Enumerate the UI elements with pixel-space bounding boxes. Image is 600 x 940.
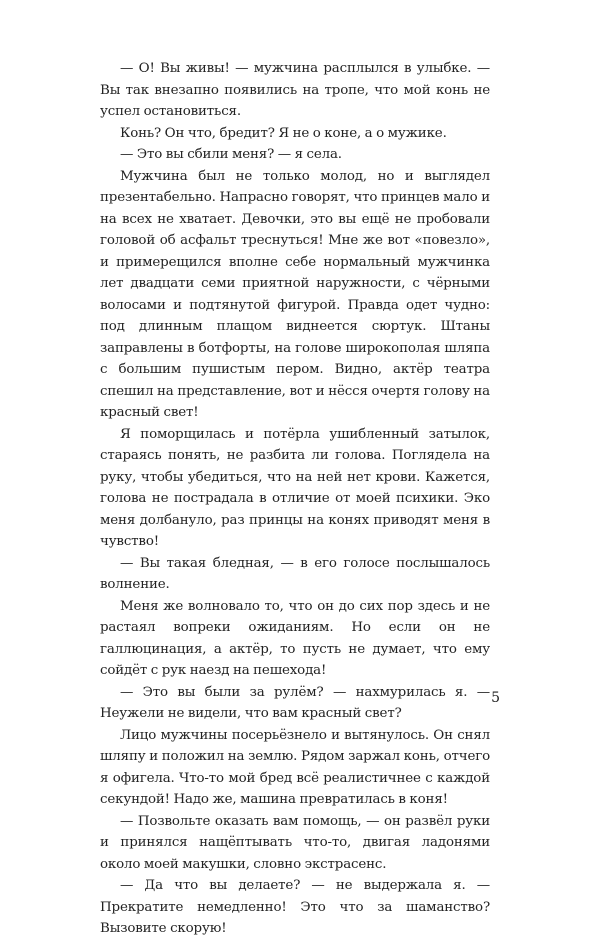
paragraph: — Позвольте оказать вам помощь, — он развёл руки и принялся нащёптывать что-то, двигая ладонями около моей макушки, словно экстрасенс.: [100, 813, 490, 872]
paragraph: — Это вы сбили меня? — я села.: [120, 147, 342, 162]
paragraph: Я поморщилась и потёрла ушибленный затылок, стараясь понять, не разбита ли голова. Поглядела на руку, чтобы убедиться, что на ней нет крови. Кажется, голова не пострадала в отличие от моей психики. Эко меня долбануло, раз принцы на конях приводят меня в чувство!: [100, 426, 490, 549]
paragraph: — Это вы были за рулём? — нахмурилась я. — Неужели не видели, что вам красный свет?: [100, 684, 490, 721]
paragraph: — Вы такая бледная, — в его голосе послышалось волнение.: [100, 555, 490, 592]
paragraph: Лицо мужчины посерьёзнело и вытянулось. Он снял шляпу и положил на землю. Рядом заржал конь, отчего я офигела. Что-то мой бред всё реалистичнее с каждой секундой! Надо же, машина превратилась в коня!: [100, 727, 490, 807]
page-number: 5: [491, 690, 500, 706]
paragraph: Конь? Он что, бредит? Я не о коне, а о мужике.: [120, 125, 447, 141]
body-text: [100, 58, 490, 940]
paragraph: — О! Вы живы! — мужчина расплылся в улыбке. — Вы так внезапно появились на тропе, что мой конь не успел остановиться.: [100, 61, 490, 119]
paragraph: — Да что вы делаете? — не выдержала я. — Прекратите немедленно! Это что за шаманство? Вызовите скорую!: [100, 878, 490, 936]
paragraph: Мужчина был не только молод, но и выглядел презентабельно. Напрасно говорят, что принцев мало и на всех не хватает. Девочки, это вы ещё не пробовали головой об асфальт треснуться! Мне же вот «повезло», и примерещился вполне себе нормальный мужчинка лет двадцати семи приятной наружности, с чёрными волосами и подтянутой фигурой. Правда одет чудно: под длинным плащом виднеется сюртук. Штаны заправлены в ботфорты, на голове широкополая шляпа с большим пушистым пером. Видно, актёр театра спешил на представление, вот и нёсся очертя голову на красный свет!: [100, 168, 490, 420]
paragraph: Меня же волновало то, что он до сих пор здесь и не растаял вопреки ожиданиям. Но если он не галлюцинация, а актёр, то пусть не думает, что ему сойдёт с рук наезд на пешехода!: [100, 598, 490, 678]
